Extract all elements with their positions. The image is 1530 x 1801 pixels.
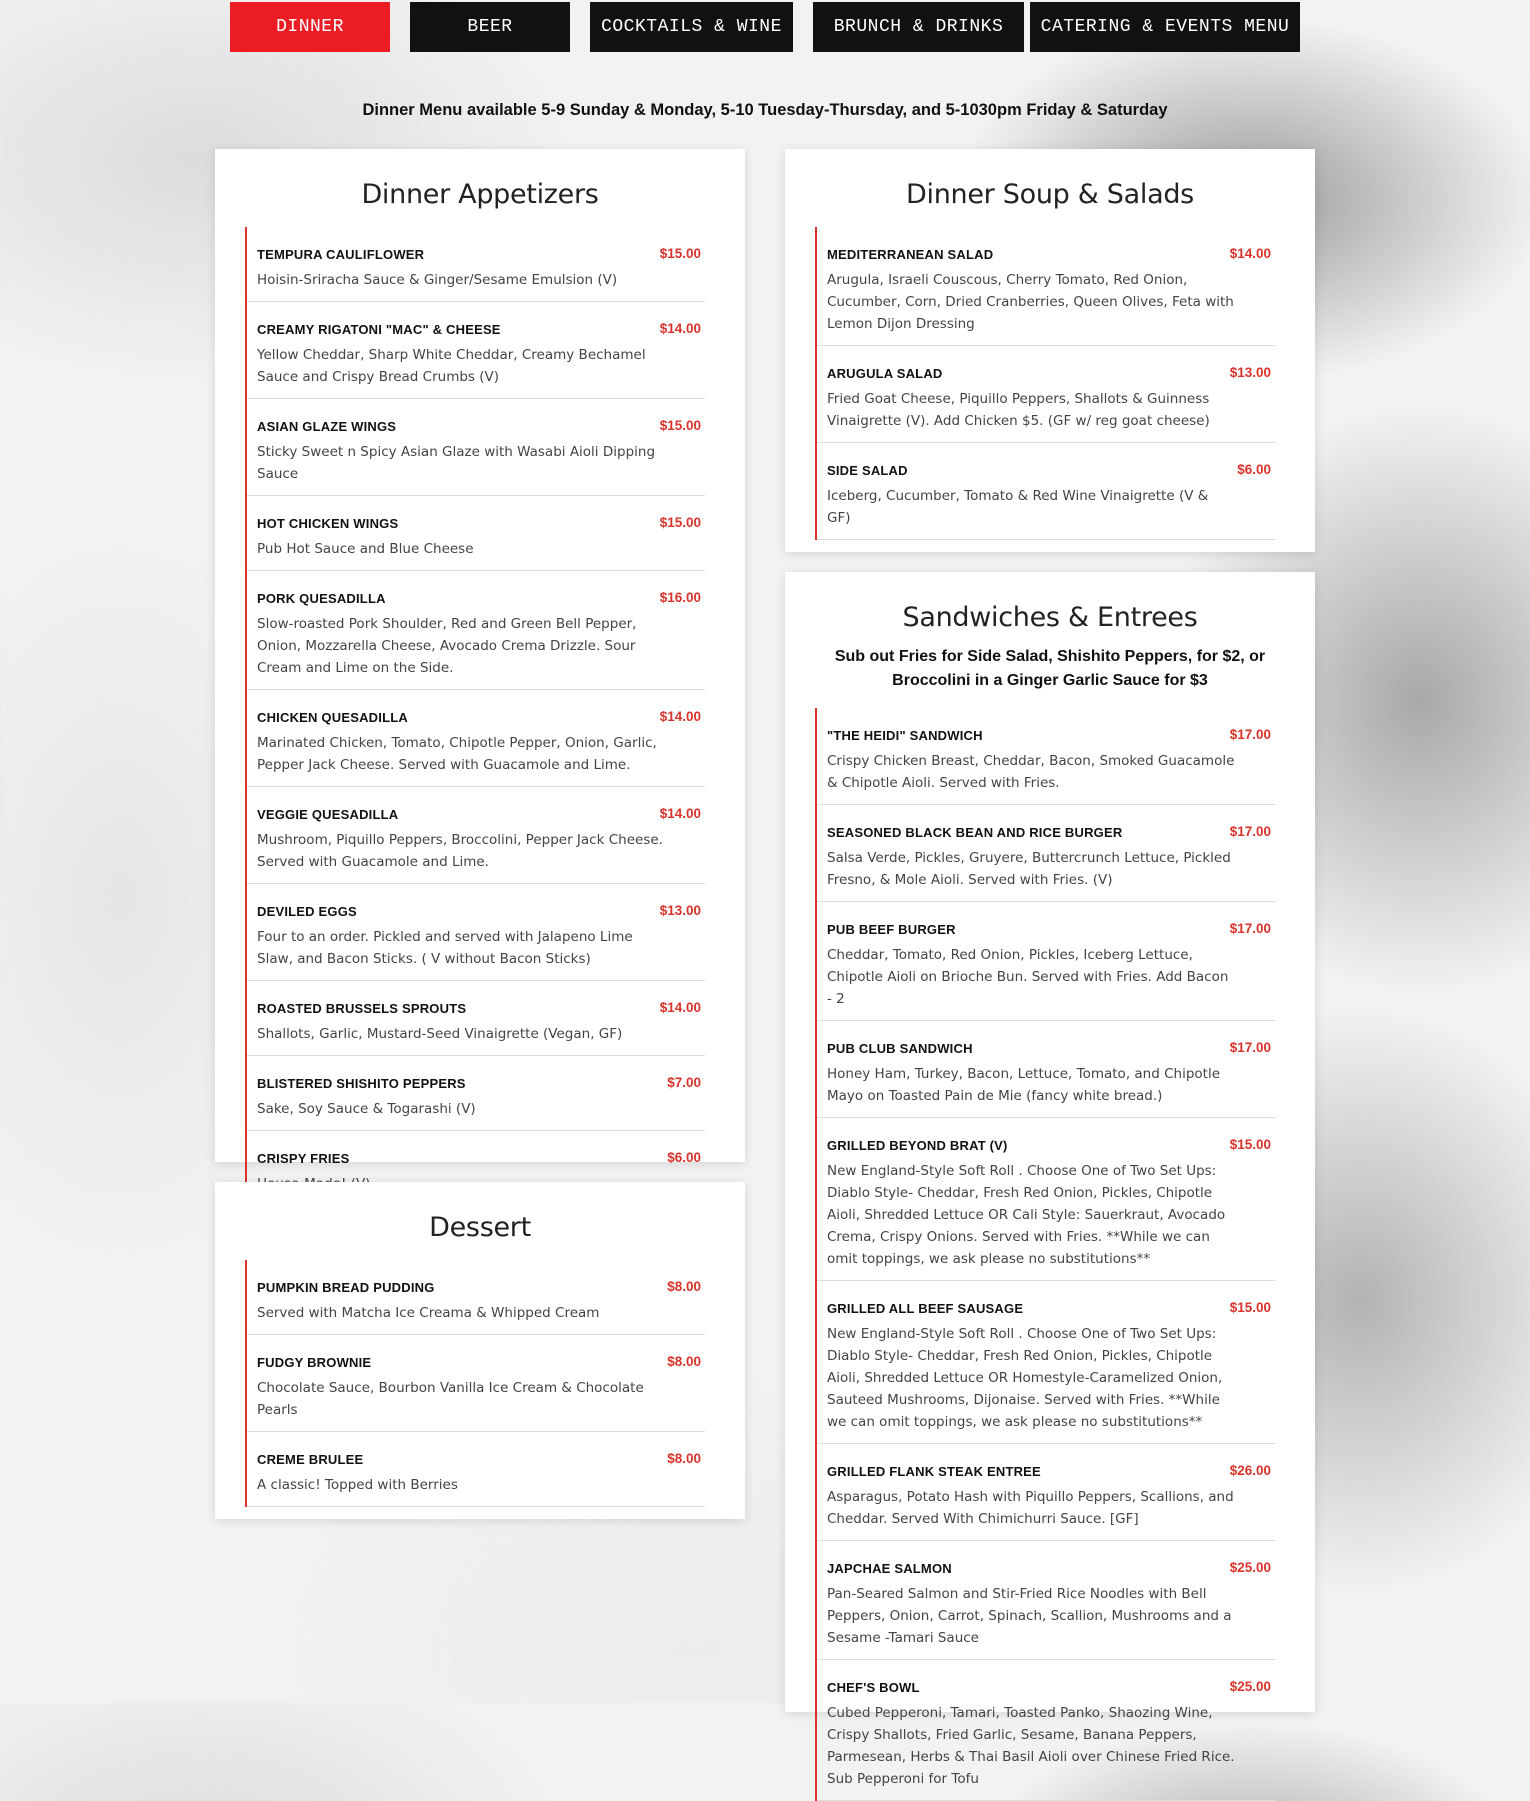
tab-cocktails-wine[interactable]: COCKTAILS & WINE [590,2,793,52]
menu-item-name: CREAMY RIGATONI "MAC" & CHEESE [257,322,501,337]
menu-item [817,227,1275,346]
menu-item-name: PUB BEEF BURGER [827,922,956,937]
menu-item-description: Shallots, Garlic, Mustard-Seed Vinaigrette (Vegan, GF) [257,1026,623,1042]
tab-dinner[interactable]: DINNER [230,2,390,52]
menu-item-price: $8.00 [667,1354,701,1369]
menu-item-name: VEGGIE QUESADILLA [257,807,399,822]
menu-item-price: $14.00 [659,1000,701,1015]
menu-item-description: Asparagus, Potato Hash with Piquillo Peppers, Scallions, and Cheddar. Served With Chimichurri Sauce. [GF] [827,1489,1234,1527]
menu-item [817,443,1275,540]
menu-item-name: TEMPURA CAULIFLOWER [257,247,425,262]
menu-item [817,1021,1275,1118]
menu-item-description: Slow-roasted Pork Shoulder, Red and Green Bell Pepper, Onion, Mozzarella Cheese, Avocado Crema Drizzle. Sour Cream and Lime on the Side. [257,616,637,676]
menu-item-name: CREME BRULEE [257,1452,364,1467]
menu-item-name: ARUGULA SALAD [827,366,943,381]
menu-item-name: MEDITERRANEAN SALAD [827,247,994,262]
menu-item-price: $25.00 [1229,1560,1271,1575]
menu-item-price: $8.00 [667,1451,701,1466]
menu-item [247,496,705,571]
menu-item [817,805,1275,902]
menu-item-description: Pan-Seared Salmon and Stir-Fried Rice Noodles with Bell Peppers, Onion, Carrot, Spinach, Scallion, Mushrooms and a Sesame -Tamari Sauce [827,1586,1232,1646]
menu-item-description: Marinated Chicken, Tomato, Chipotle Pepper, Onion, Garlic, Pepper Jack Cheese. Served with Guacamole and Lime. [257,735,657,773]
menu-item-name: ASIAN GLAZE WINGS [257,419,397,434]
menu-item [247,302,705,399]
menu-item-price: $14.00 [1229,246,1271,261]
menu-item [247,227,705,302]
menu-item [247,1056,705,1131]
menu-item-name: ROASTED BRUSSELS SPROUTS [257,1001,467,1016]
menu-item [817,708,1275,805]
menu-item [247,399,705,496]
section-title: Dessert [429,1212,531,1243]
menu-item-name: CHICKEN QUESADILLA [257,710,408,725]
menu-item-price: $14.00 [659,321,701,336]
salads-card [785,149,1315,552]
menu-tabs [0,2,1530,52]
menu-item-description: Mushroom, Piquillo Peppers, Broccolini, Pepper Jack Cheese. Served with Guacamole and Lime. [257,832,663,870]
menu-item-name: PUMPKIN BREAD PUDDING [257,1280,435,1295]
menu-item-price: $15.00 [659,515,701,530]
menu-item-price: $17.00 [1229,1040,1271,1055]
menu-item-name: JAPCHAE SALMON [827,1561,952,1576]
menu-item [247,884,705,981]
menu-item-price: $15.00 [1229,1300,1271,1315]
menu-item [817,1281,1275,1444]
substitution-note: Sub out Fries for Side Salad, Shishito Peppers, for $2, or Broccolini in a Ginger Garlic Sauce for $3 [834,648,1266,689]
menu-item-name: PORK QUESADILLA [257,591,386,606]
menu-item-price: $6.00 [1237,462,1271,477]
tab-brunch-drinks[interactable]: BRUNCH & DRINKS [813,2,1024,52]
menu-item-name: "THE HEIDI" SANDWICH [827,728,983,743]
menu-item-price: $15.00 [1229,1137,1271,1152]
item-list [815,227,1275,540]
availability-note: Dinner Menu available 5-9 Sunday & Monday, 5-10 Tuesday-Thursday, and 5-1030pm Friday & Saturday [362,101,1168,119]
menu-item-description: Pub Hot Sauce and Blue Cheese [257,541,474,557]
menu-item [817,1118,1275,1281]
dessert-card [215,1182,745,1519]
menu-item-description: Yellow Cheddar, Sharp White Cheddar, Creamy Bechamel Sauce and Crispy Bread Crumbs (V) [257,347,646,385]
menu-item-price: $17.00 [1229,824,1271,839]
menu-item [817,346,1275,443]
menu-item [817,1444,1275,1541]
menu-item [817,902,1275,1021]
menu-item-description: New England-Style Soft Roll . Choose One of Two Set Ups: Diablo Style- Cheddar, Fresh Red Onion, Pickles, Chipotle Aioli, Shredded Lettuce OR Homestyle-Caramelized Onion, Sauteed Mushrooms, Dijonaise. Served with Fries. **While we can omit toppings, we ask please no substitutions** [827,1326,1223,1430]
menu-item-price: $7.00 [667,1075,701,1090]
menu-item-description: Iceberg, Cucumber, Tomato & Red Wine Vinaigrette (V & GF) [827,488,1209,526]
menu-item-name: PUB CLUB SANDWICH [827,1041,973,1056]
menu-item-price: $25.00 [1229,1679,1271,1694]
menu-item-price: $13.00 [659,903,701,918]
menu-item [817,1660,1275,1801]
section-title: Sandwiches & Entrees [902,602,1198,633]
menu-item-name: GRILLED BEYOND BRAT (V) [827,1138,1008,1153]
item-list [815,708,1275,1801]
menu-item-description: Crispy Chicken Breast, Cheddar, Bacon, Smoked Guacamole & Chipotle Aioli. Served with Fries. [827,753,1235,791]
menu-item-name: SEASONED BLACK BEAN AND RICE BURGER [827,825,1123,840]
menu-item-name: GRILLED ALL BEEF SAUSAGE [827,1301,1024,1316]
entrees-card [785,572,1315,1787]
menu-item-name: FUDGY BROWNIE [257,1355,372,1370]
menu-item-price: $13.00 [1229,365,1271,380]
menu-item-price: $14.00 [659,806,701,821]
menu-item-price: $14.00 [659,709,701,724]
menu-item-description: Arugula, Israeli Couscous, Cherry Tomato, Red Onion, Cucumber, Corn, Dried Cranberries, Queen Olives, Feta with Lemon Dijon Dressing [827,272,1234,332]
menu-item-description: Cubed Pepperoni, Tamari, Toasted Panko, Shaozing Wine, Crispy Shallots, Fried Garlic, Sesame, Banana Peppers, Parmesean, Herbs & Thai Basil Aioli over Chinese Fried Rice. Sub Pepperoni for Tofu [827,1705,1235,1787]
menu-item-price: $17.00 [1229,727,1271,742]
menu-item [247,787,705,884]
menu-item-description: Sticky Sweet n Spicy Asian Glaze with Wasabi Aioli Dipping Sauce [257,444,656,482]
menu-item [247,1335,705,1432]
menu-item-description: Cheddar, Tomato, Red Onion, Pickles, Iceberg Lettuce, Chipotle Aioli on Brioche Bun. Served with Fries. Add Bacon - 2 [827,947,1229,1007]
menu-item-description: Four to an order. Pickled and served with Jalapeno Lime Slaw, and Bacon Sticks. ( V without Bacon Sticks) [257,929,633,967]
menu-item-price: $17.00 [1229,921,1271,936]
menu-item-price: $15.00 [659,418,701,433]
section-title: Dinner Appetizers [361,179,599,210]
menu-item-name: DEVILED EGGS [257,904,357,919]
section-title: Dinner Soup & Salads [906,179,1194,210]
item-list [245,1260,705,1507]
menu-item-name: HOT CHICKEN WINGS [257,516,399,531]
menu-item [247,1432,705,1507]
menu-item-price: $8.00 [667,1279,701,1294]
menu-item [247,690,705,787]
menu-item-price: $15.00 [659,246,701,261]
menu-item-description: Honey Ham, Turkey, Bacon, Lettuce, Tomato, and Chipotle Mayo on Toasted Pain de Mie (fancy white bread.) [827,1066,1220,1104]
menu-item-price: $26.00 [1229,1463,1271,1478]
menu-item-name: GRILLED FLANK STEAK ENTREE [827,1464,1041,1479]
menu-item-name: BLISTERED SHISHITO PEPPERS [257,1076,466,1091]
tab-catering-events[interactable]: CATERING & EVENTS MENU [1030,2,1300,52]
menu-item-name: CHEF'S BOWL [827,1680,920,1695]
menu-item-price: $6.00 [667,1150,701,1165]
appetizers-card [215,149,745,1166]
menu-item-name: CRISPY FRIES [257,1151,350,1166]
menu-item [247,981,705,1056]
item-list [245,227,705,1206]
menu-item [817,1541,1275,1660]
menu-item-description: Sake, Soy Sauce & Togarashi (V) [257,1101,476,1117]
menu-item-description: Fried Goat Cheese, Piquillo Peppers, Shallots & Guinness Vinaigrette (V). Add Chicken $5. (GF w/ reg goat cheese) [827,391,1210,429]
menu-item-description: A classic! Topped with Berries [257,1477,458,1493]
tab-beer[interactable]: BEER [410,2,570,52]
menu-item-description: New England-Style Soft Roll . Choose One of Two Set Ups: Diablo Style- Cheddar, Fresh Red Onion, Pickles, Chipotle Aioli, Shredded Lettuce OR Cali Style: Sauerkraut, Avocado Crema, Crispy Onions. Served with Fries. **While we can omit toppings, we ask please no substitutions** [827,1163,1226,1267]
menu-item [247,571,705,690]
menu-item-description: Served with Matcha Ice Creama & Whipped Cream [257,1305,600,1321]
menu-item-description: Salsa Verde, Pickles, Gruyere, Buttercrunch Lettuce, Pickled Fresno, & Mole Aioli. Served with Fries. (V) [827,850,1231,888]
menu-item-price: $16.00 [659,590,701,605]
menu-item [247,1260,705,1335]
menu-item-name: SIDE SALAD [827,463,908,478]
menu-item-description: Chocolate Sauce, Bourbon Vanilla Ice Cream & Chocolate Pearls [257,1380,644,1418]
menu-item-description: Hoisin-Sriracha Sauce & Ginger/Sesame Emulsion (V) [257,272,618,288]
